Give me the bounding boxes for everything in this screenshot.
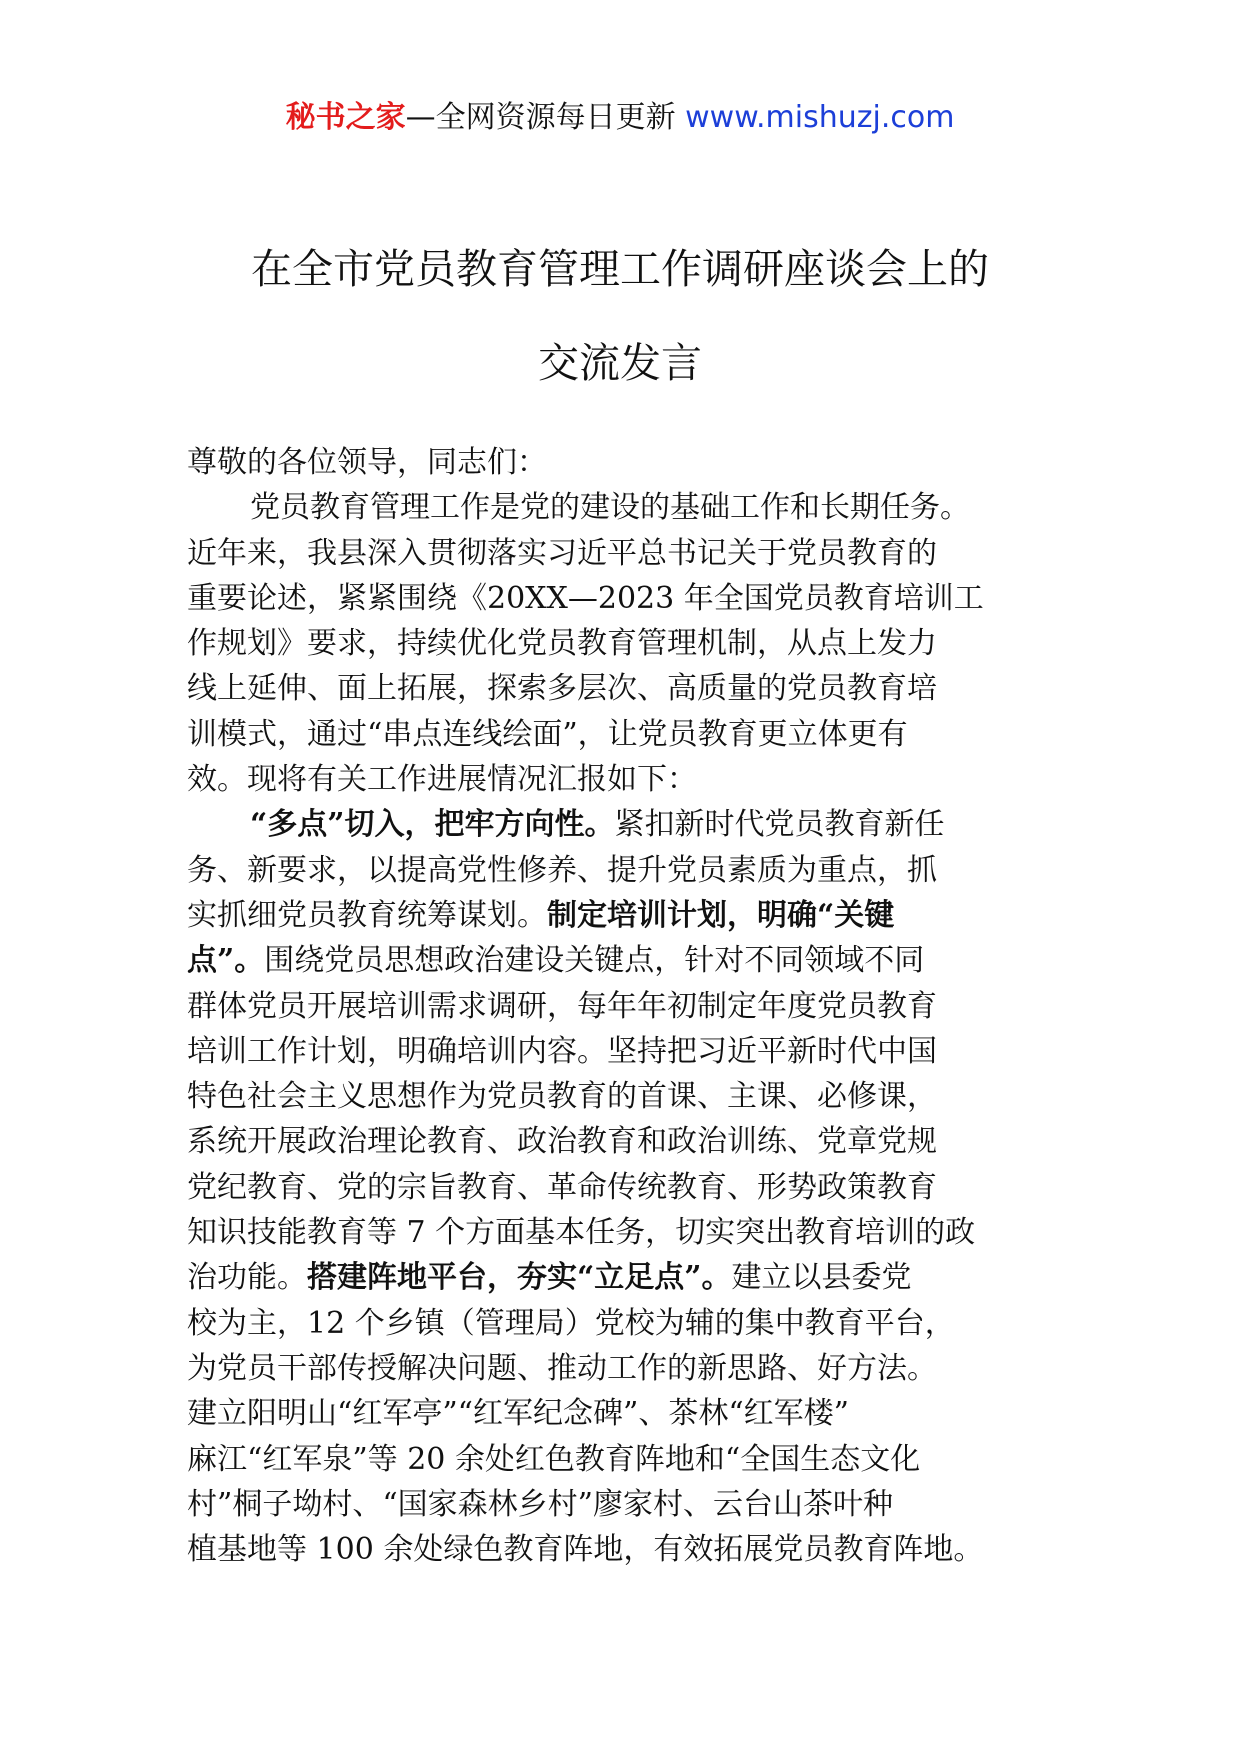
paragraph-line: 近年来，我县深入贯彻落实习近平总书记关于党员教育的: [187, 535, 937, 571]
site-brand: 秘书之家: [285, 100, 406, 135]
paragraph-line: 知识技能教育等 7 个方面基本任务，切实突出教育培训的政: [187, 1215, 976, 1251]
document-title-line-1: 在全市党员教育管理工作调研座谈会上的: [251, 245, 989, 293]
paragraph-line: 为党员干部传授解决问题、推动工作的新思路、好方法。: [187, 1350, 937, 1386]
paragraph-text: 实抓细党员教育统筹谋划。: [187, 897, 547, 933]
paragraph-text: 围绕党员思想政治建设关键点，针对不同领域不同: [264, 943, 925, 979]
paragraph-line: [187, 1255, 1067, 1300]
section-heading: “多点”切入，把牢方向性。: [250, 807, 615, 843]
paragraph-line: 培训工作计划，明确培训内容。坚持把习近平新时代中国: [187, 1033, 937, 1069]
paragraph-line: [187, 802, 1067, 847]
paragraph-text: 建立以县委党: [731, 1260, 912, 1296]
paragraph-line: 效。现将有关工作进展情况汇报如下：: [187, 762, 697, 798]
paragraph-line: 党员教育管理工作是党的建设的基础工作和长期任务。: [250, 490, 970, 526]
greeting: 尊敬的各位领导，同志们：: [187, 445, 547, 480]
site-header: [0, 98, 1240, 138]
paragraph-line: 重要论述，紧紧围绕《20XX—2023 年全国党员教育培训工: [187, 580, 984, 616]
paragraph-line: [187, 938, 1067, 983]
paragraph-line: 村”桐子坳村、“国家森林乡村”廖家村、云台山茶叶种: [187, 1486, 894, 1522]
site-tagline: —全网资源每日更新: [405, 100, 676, 135]
paragraph-text: 紧扣新时代党员教育新任: [614, 807, 945, 843]
paragraph-line: 植基地等 100 余处绿色教育阵地，有效拓展党员教育阵地。: [187, 1532, 984, 1568]
paragraph-text: 治功能。: [187, 1260, 307, 1296]
paragraph-line: 系统开展政治理论教育、政治教育和政治训练、党章党规: [187, 1124, 937, 1160]
paragraph-line: 党纪教育、党的宗旨教育、革命传统教育、形势政策教育: [187, 1169, 937, 1205]
paragraph-line: 麻江“红军泉”等 20 余处红色教育阵地和“全国生态文化: [187, 1441, 921, 1477]
paragraph-line: 特色社会主义思想作为党员教育的首课、主课、必修课，: [187, 1079, 937, 1115]
sub-heading: 搭建阵地平台，夯实“立足点”。: [307, 1260, 732, 1296]
document-body: [187, 440, 1067, 1572]
paragraph-1: [187, 485, 1067, 802]
site-url-link[interactable]: www.mishuzj.com: [685, 100, 955, 135]
paragraph-line: 校为主，12 个乡镇（管理局）党校为辅的集中教育平台，: [187, 1305, 955, 1341]
paragraph-line: 作规划》要求，持续优化党员教育管理机制，从点上发力: [187, 626, 937, 662]
paragraph-line: 务、新要求，以提高党性修养、提升党员素质为重点，抓: [187, 852, 937, 888]
paragraph-2: [187, 802, 1067, 1572]
paragraph-line: [187, 893, 1067, 938]
paragraph-line: 训模式，通过“串点连线绘面”，让党员教育更立体更有: [187, 716, 908, 752]
sub-heading: 点”。: [187, 943, 265, 979]
document-title-line-2: 交流发言: [538, 339, 702, 387]
sub-heading: 制定培训计划，明确“关键: [547, 897, 895, 933]
paragraph-line: 线上延伸、面上拓展，探索多层次、高质量的党员教育培: [187, 671, 937, 707]
paragraph-line: 群体党员开展培训需求调研，每年年初制定年度党员教育: [187, 988, 937, 1024]
paragraph-line: 建立阳明山“红军亭”“红军纪念碑”、茶林“红军楼”: [187, 1396, 850, 1432]
